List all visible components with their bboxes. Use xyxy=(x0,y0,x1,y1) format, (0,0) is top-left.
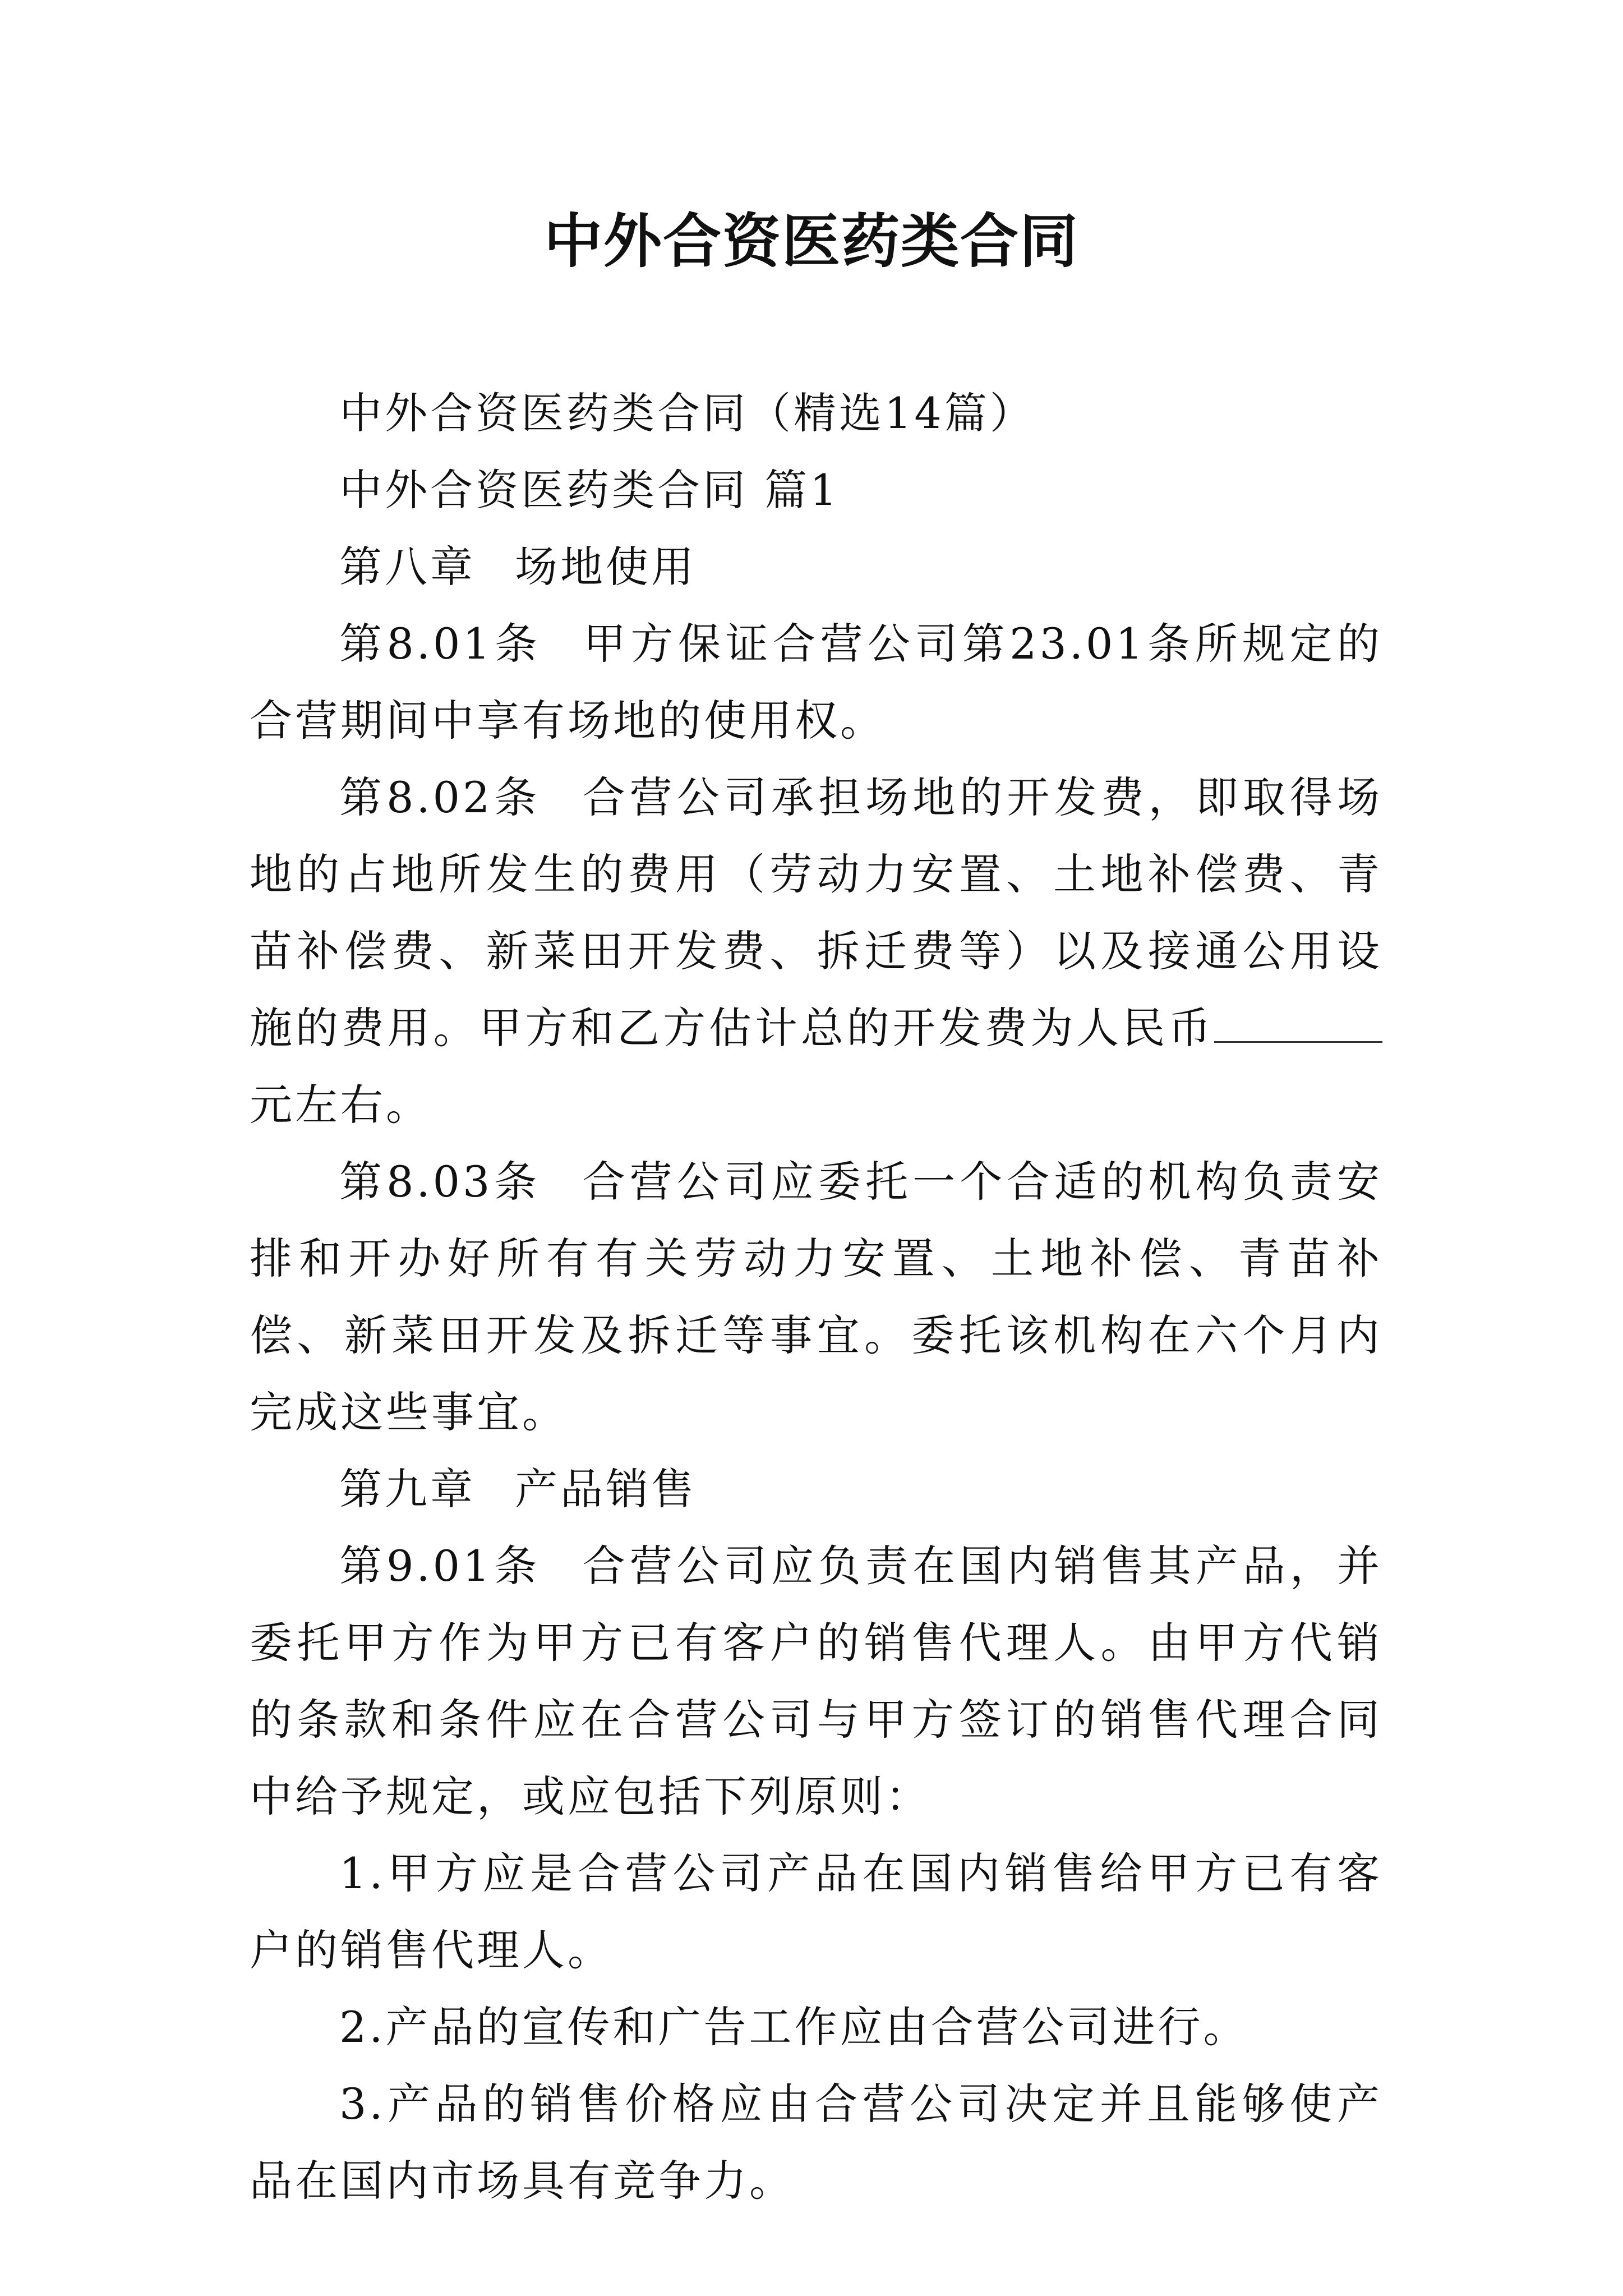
document-title: 中外合资医药类合同 xyxy=(543,206,1079,275)
article-number: 第8.02条 xyxy=(339,772,542,822)
paragraph-chapter-8 xyxy=(250,528,1382,605)
article-number: 第8.01条 xyxy=(339,619,542,669)
chapter-title: 产品销售 xyxy=(515,1464,697,1514)
list-item-3: 3.产品的销售价格应由合营公司决定并且能够使产品在国内市场具有竞争力。 xyxy=(250,2079,1382,2206)
article-number: 第9.01条 xyxy=(339,1541,542,1591)
list-item-2: 2.产品的宣传和广告工作应由合营公司进行。 xyxy=(339,2002,1249,2052)
article-text: 甲方保证合营公司第23.01条所规定的合营期间中享有场地的使用权。 xyxy=(250,619,1383,746)
paragraph-chapter-9 xyxy=(250,1451,1382,1527)
article-text: 合营公司承担场地的开发费，即取得场地的占地所发生的费用（劳动力安置、土地补偿费、青苗补偿费、新菜田开发费、拆迁费等）以及接通公用设施的费用。甲方和乙方估计总的开发费为人民币 xyxy=(250,772,1383,1053)
list-item-1: 1.甲方应是合营公司产品在国内销售给甲方已有客户的销售代理人。 xyxy=(250,1848,1382,1975)
article-text: 合营公司应负责在国内销售其产品，并委托甲方作为甲方已有客户的销售代理人。由甲方代销的条款和条件应在合营公司与甲方签订的销售代理合同中给予规定，或应包括下列原则： xyxy=(250,1541,1383,1821)
chapter-number: 第八章 xyxy=(339,542,476,592)
article-number: 第8.03条 xyxy=(339,1157,542,1207)
paragraph-article-8-02 xyxy=(250,759,1382,1143)
paragraph-article-8-01 xyxy=(250,605,1382,759)
chapter-title: 场地使用 xyxy=(515,542,697,592)
fill-in-blank xyxy=(1214,1007,1382,1043)
paragraph-section-heading: 中外合资医药类合同 篇1 xyxy=(339,465,840,515)
paragraph-subtitle: 中外合资医药类合同（精选14篇） xyxy=(339,388,1035,438)
chapter-number: 第九章 xyxy=(339,1464,476,1514)
article-text: 合营公司应委托一个合适的机构负责安排和开办好所有有关劳动力安置、土地补偿、青苗补偿、新菜田开发及拆迁等事宜。委托该机构在六个月内完成这些事宜。 xyxy=(250,1157,1383,1437)
document-body xyxy=(250,375,1382,2219)
paragraph-article-8-03 xyxy=(250,1143,1382,1451)
article-text-end: 元左右。 xyxy=(250,1080,431,1130)
paragraph-article-9-01 xyxy=(250,1527,1382,1835)
